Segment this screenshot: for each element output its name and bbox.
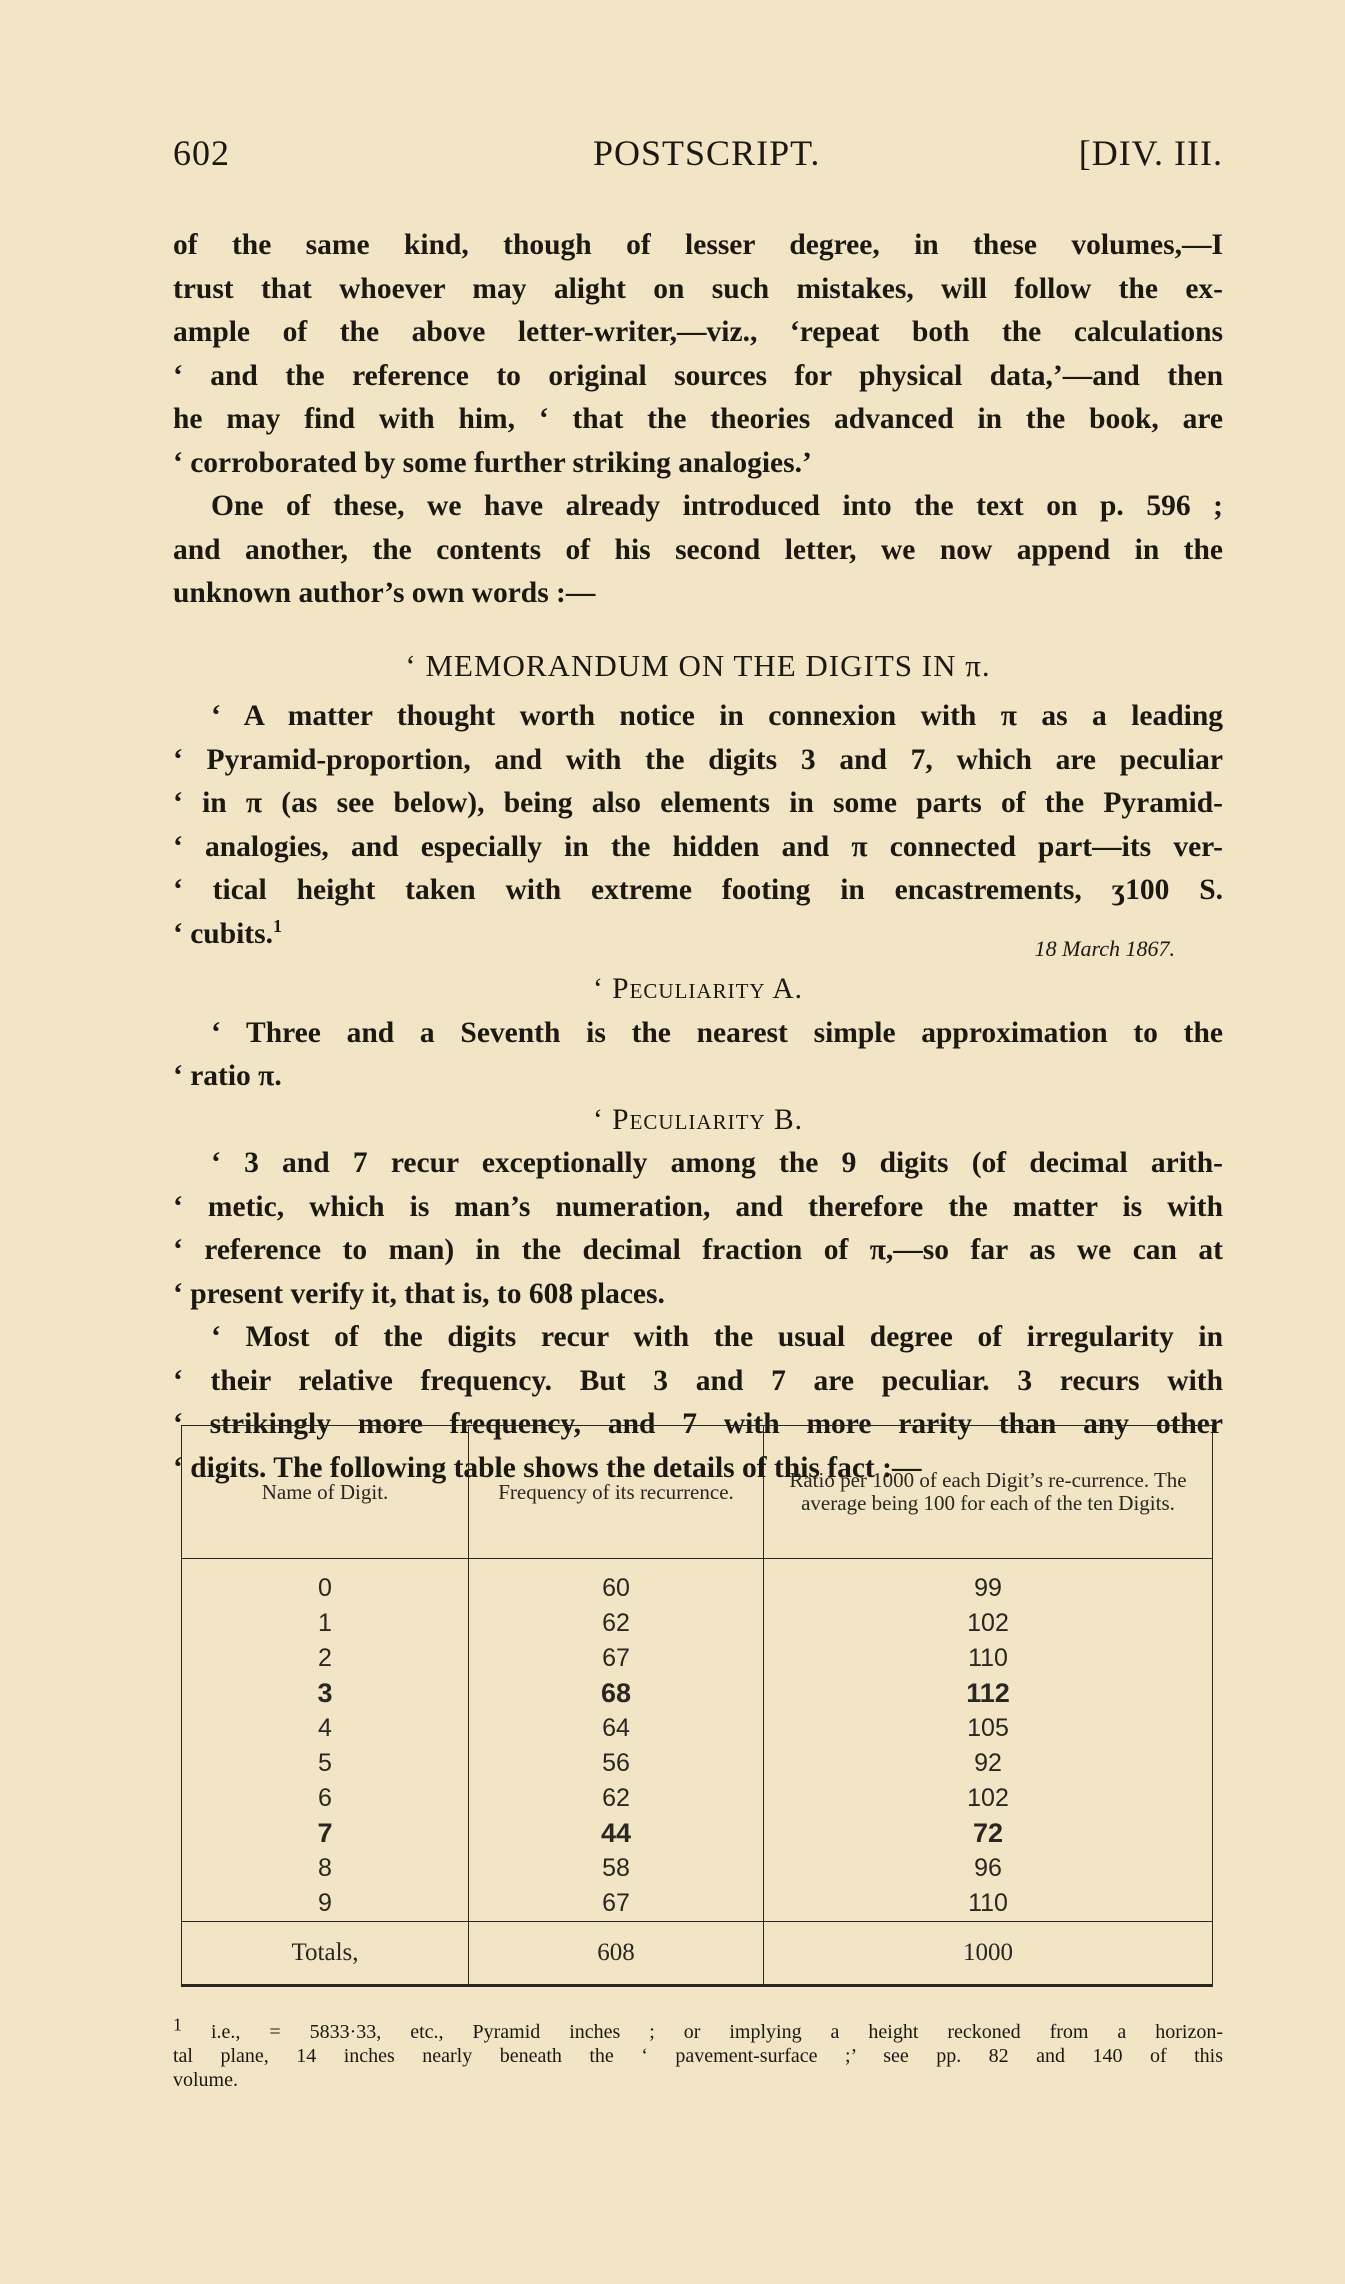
table-row bbox=[182, 1816, 1213, 1851]
paragraph-continued bbox=[173, 224, 1223, 485]
text-line: ‘ A matter thought worth notice in connexion with π as a leading bbox=[211, 700, 1223, 732]
footnote-line bbox=[173, 2014, 1224, 2044]
text-line: ‘ digits. The following table shows the details of this fact :— bbox=[173, 1451, 922, 1484]
ratio-cell: 92 bbox=[764, 1746, 1213, 1781]
ratio-cell: 102 bbox=[764, 1606, 1213, 1641]
table-row bbox=[182, 1606, 1213, 1641]
totals-row bbox=[182, 1922, 1213, 1986]
frequency-cell: 60 bbox=[469, 1559, 764, 1607]
text-line: ‘ 3 and 7 recur exceptionally among the 9 digits (of decimal arith- bbox=[211, 1147, 1223, 1179]
memorandum-intro bbox=[173, 695, 1223, 961]
text-line: of the same kind, though of lesser degree, in these volumes,—I bbox=[173, 229, 1223, 261]
text-line: ‘ their relative frequency. But 3 and 7 are peculiar. 3 recurs with bbox=[173, 1364, 1223, 1397]
frequency-cell: 62 bbox=[469, 1606, 764, 1641]
ratio-cell: 110 bbox=[764, 1641, 1213, 1676]
digit-cell: 6 bbox=[182, 1781, 469, 1816]
digit-cell: 8 bbox=[182, 1851, 469, 1886]
table-row bbox=[182, 1746, 1213, 1781]
paragraph-introduction bbox=[173, 485, 1223, 616]
totals-label: Totals, bbox=[182, 1922, 469, 1986]
ratio-cell: 102 bbox=[764, 1781, 1213, 1816]
table-row bbox=[182, 1781, 1213, 1816]
footnote bbox=[173, 2014, 1224, 2092]
frequency-cell: 56 bbox=[469, 1746, 764, 1781]
frequency-cell: 58 bbox=[469, 1851, 764, 1886]
digit-cell: 4 bbox=[182, 1711, 469, 1746]
footnote-text: i.e., = 5833·33, etc., Pyramid inches ; or implying a height reckoned from a horizon- bbox=[210, 2021, 1224, 2043]
ratio-cell: 96 bbox=[764, 1851, 1213, 1886]
column-header-digit: Name of Digit. bbox=[182, 1426, 469, 1559]
peculiarity-a-heading: ‘ Peculiarity A. bbox=[592, 973, 803, 1005]
frequency-cell: 68 bbox=[469, 1676, 764, 1711]
division-label: [DIV. III. bbox=[1078, 133, 1223, 173]
table-row bbox=[182, 1711, 1213, 1746]
totals-ratio: 1000 bbox=[764, 1922, 1213, 1986]
page-number: 602 bbox=[173, 133, 230, 173]
table-row bbox=[182, 1851, 1213, 1886]
text-line: ‘ in π (as see below), being also elements in some parts of the Pyramid- bbox=[173, 787, 1223, 819]
text-line: One of these, we have already introduced into the text on p. 596 ; bbox=[211, 490, 1223, 522]
running-title: POSTSCRIPT. bbox=[593, 133, 821, 173]
text-line: ‘ metic, which is man’s numeration, and therefore the matter is with bbox=[173, 1190, 1223, 1223]
memorandum-heading: ‘ MEMORANDUM ON THE DIGITS IN π. bbox=[405, 647, 991, 683]
totals-frequency: 608 bbox=[469, 1922, 764, 1986]
text-line: ‘ reference to man) in the decimal fraction of π,—so far as we can at bbox=[173, 1234, 1223, 1266]
ratio-cell: 99 bbox=[764, 1559, 1213, 1607]
text-line: ‘ strikingly more frequency, and 7 with more rarity than any other bbox=[173, 1408, 1223, 1440]
text-line: ‘ Most of the digits recur with the usual degree of irregularity in bbox=[211, 1321, 1223, 1353]
table-row bbox=[182, 1886, 1213, 1922]
text-line: he may find with him, ‘ that the theories advanced in the book, are bbox=[173, 403, 1223, 435]
digit-frequency-table bbox=[181, 1425, 1213, 1987]
ratio-cell: 105 bbox=[764, 1711, 1213, 1746]
text-line: ‘ analogies, and especially in the hidden and π connected part—its ver- bbox=[173, 830, 1223, 863]
frequency-cell: 44 bbox=[469, 1816, 764, 1851]
memo-date: 18 March 1867. bbox=[1034, 935, 1175, 961]
ratio-cell: 72 bbox=[764, 1816, 1213, 1851]
frequency-cell: 62 bbox=[469, 1781, 764, 1816]
text-line: ‘ and the reference to original sources for physical data,’—and then bbox=[173, 359, 1223, 392]
column-header-ratio: Ratio per 1000 of each Digit’s re-currence. The average being 100 for each of the ten Digits. bbox=[764, 1426, 1213, 1559]
text-line: ‘ corroborated by some further striking analogies.’ bbox=[173, 446, 812, 479]
page-body bbox=[173, 224, 1223, 1490]
ratio-cell: 110 bbox=[764, 1886, 1213, 1922]
text-line: ‘ Three and a Seventh is the nearest simple approximation to the bbox=[211, 1016, 1223, 1049]
ratio-cell: 112 bbox=[764, 1676, 1213, 1711]
footnote-mark: 1 bbox=[173, 2014, 182, 2035]
digit-cell: 7 bbox=[182, 1816, 469, 1851]
text-line: ‘ ratio π. bbox=[173, 1060, 282, 1092]
peculiarity-b-heading: ‘ Peculiarity B. bbox=[592, 1103, 803, 1136]
running-header bbox=[173, 132, 1223, 182]
text-line: ‘ tical height taken with extreme footing in encastrements, ʒ100 S. bbox=[173, 874, 1223, 906]
frequency-cell: 67 bbox=[469, 1641, 764, 1676]
digit-cell: 2 bbox=[182, 1641, 469, 1676]
frequency-cell: 67 bbox=[469, 1886, 764, 1922]
column-header-frequency: Frequency of its recurrence. bbox=[469, 1426, 764, 1559]
peculiarity-b-text bbox=[173, 1142, 1223, 1316]
digit-cell: 1 bbox=[182, 1606, 469, 1641]
text-line: ‘ cubits. bbox=[173, 917, 273, 950]
footnote-line: volume. bbox=[173, 2069, 238, 2091]
text-line: unknown author’s own words :— bbox=[173, 577, 596, 609]
table-header-row bbox=[182, 1426, 1213, 1559]
text-line: trust that whoever may alight on such mistakes, will follow the ex- bbox=[173, 272, 1223, 305]
text-line: ‘ Pyramid-proportion, and with the digits 3 and 7, which are peculiar bbox=[173, 743, 1223, 776]
footnote-reference: 1 bbox=[272, 915, 282, 936]
text-line-with-date bbox=[173, 913, 1223, 961]
digit-cell: 0 bbox=[182, 1559, 469, 1607]
footnote-line: tal plane, 14 inches nearly beneath the ‘ pavement-surface ;’ see pp. 82 and 140 of this bbox=[173, 2045, 1223, 2067]
table-row bbox=[182, 1559, 1213, 1607]
table-row bbox=[182, 1676, 1213, 1711]
digit-cell: 5 bbox=[182, 1746, 469, 1781]
digit-cell: 3 bbox=[182, 1676, 469, 1711]
table-row bbox=[182, 1641, 1213, 1676]
digit-cell: 9 bbox=[182, 1886, 469, 1922]
frequency-cell: 64 bbox=[469, 1711, 764, 1746]
text-line: and another, the contents of his second letter, we now append in the bbox=[173, 533, 1223, 566]
text-line: ample of the above letter-writer,—viz., ‘repeat both the calculations bbox=[173, 316, 1223, 348]
text-line: ‘ present verify it, that is, to 608 places. bbox=[173, 1277, 665, 1310]
